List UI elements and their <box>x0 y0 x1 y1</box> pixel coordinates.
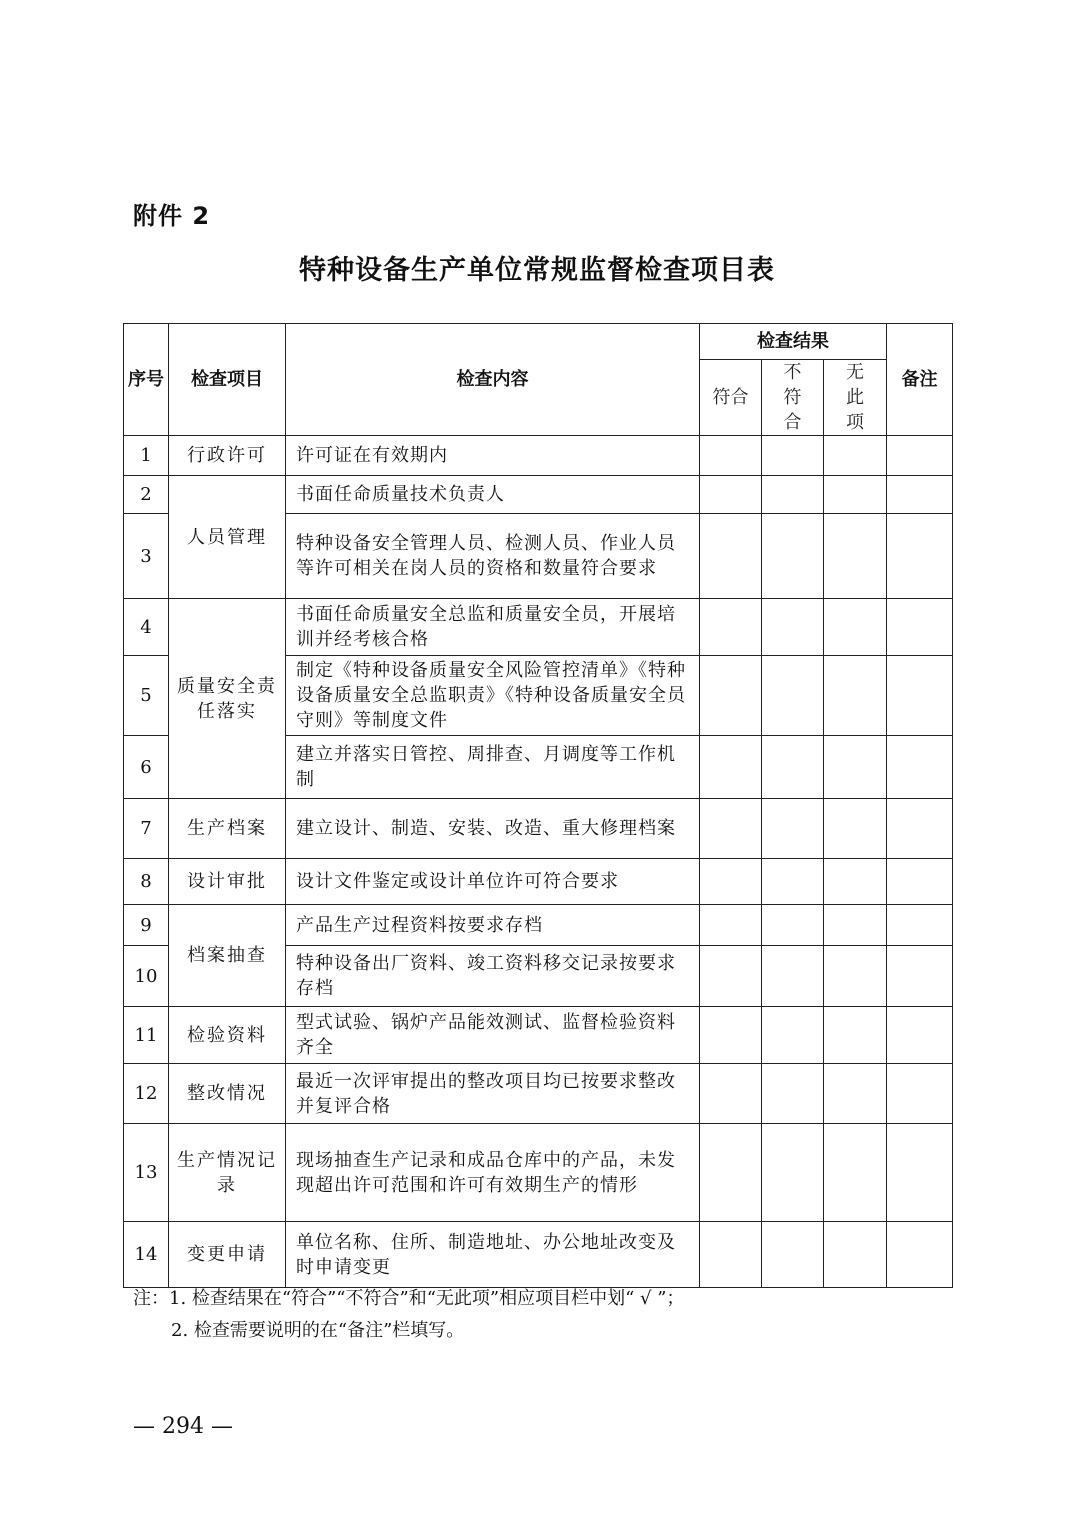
header-item: 检查项目 <box>169 324 286 436</box>
row-number: 1 <box>124 436 169 476</box>
remark-cell[interactable] <box>887 476 953 514</box>
check-item: 档案抽查 <box>169 905 286 1007</box>
check-content: 许可证在有效期内 <box>286 436 700 476</box>
na-cell[interactable] <box>824 599 887 656</box>
nonconform-cell[interactable] <box>762 1064 824 1124</box>
row-number: 11 <box>124 1007 169 1064</box>
remark-cell[interactable] <box>887 656 953 736</box>
na-cell[interactable] <box>824 514 887 599</box>
nonconform-cell[interactable] <box>762 476 824 514</box>
header-result: 检查结果 <box>700 324 887 360</box>
conform-cell[interactable] <box>700 799 762 859</box>
row-number: 13 <box>124 1124 169 1222</box>
conform-cell[interactable] <box>700 514 762 599</box>
table-row <box>124 905 953 946</box>
conform-cell[interactable] <box>700 656 762 736</box>
remark-cell[interactable] <box>887 599 953 656</box>
nonconform-cell[interactable] <box>762 1124 824 1222</box>
remark-cell[interactable] <box>887 1124 953 1222</box>
table-row <box>124 859 953 905</box>
document-title: 特种设备生产单位常规监督检查项目表 <box>299 255 775 286</box>
na-cell[interactable] <box>824 1222 887 1288</box>
na-cell[interactable] <box>824 736 887 799</box>
remark-cell[interactable] <box>887 1007 953 1064</box>
check-item: 质量安全责任落实 <box>169 599 286 799</box>
row-number: 4 <box>124 599 169 656</box>
header-content: 检查内容 <box>286 324 700 436</box>
header-remark: 备注 <box>887 324 953 436</box>
check-content: 单位名称、住所、制造地址、办公地址改变及时申请变更 <box>286 1222 700 1288</box>
na-cell[interactable] <box>824 1124 887 1222</box>
header-nonconform: 不符合 <box>762 360 824 436</box>
check-item: 生产档案 <box>169 799 286 859</box>
check-content: 制定《特种设备质量安全风险管控清单》《特种设备质量安全总监职责》《特种设备质量安全员守则》等制度文件 <box>286 656 700 736</box>
na-cell[interactable] <box>824 859 887 905</box>
conform-cell[interactable] <box>700 859 762 905</box>
row-number: 2 <box>124 476 169 514</box>
na-cell[interactable] <box>824 1064 887 1124</box>
check-content: 特种设备出厂资料、竣工资料移交记录按要求存档 <box>286 946 700 1007</box>
nonconform-cell[interactable] <box>762 859 824 905</box>
remark-cell[interactable] <box>887 905 953 946</box>
row-number: 9 <box>124 905 169 946</box>
check-item: 生产情况记录 <box>169 1124 286 1222</box>
inspection-table <box>123 323 953 1288</box>
conform-cell[interactable] <box>700 946 762 1007</box>
check-content: 最近一次评审提出的整改项目均已按要求整改并复评合格 <box>286 1064 700 1124</box>
na-cell[interactable] <box>824 946 887 1007</box>
nonconform-cell[interactable] <box>762 1007 824 1064</box>
conform-cell[interactable] <box>700 1064 762 1124</box>
note-line-2: 2. 检查需要说明的在“备注”栏填写。 <box>171 1320 465 1341</box>
nonconform-cell[interactable] <box>762 799 824 859</box>
nonconform-cell[interactable] <box>762 656 824 736</box>
check-item: 人员管理 <box>169 476 286 599</box>
table-row <box>124 1007 953 1064</box>
check-item: 设计审批 <box>169 859 286 905</box>
conform-cell[interactable] <box>700 1222 762 1288</box>
row-number: 7 <box>124 799 169 859</box>
check-item: 检验资料 <box>169 1007 286 1064</box>
row-number: 14 <box>124 1222 169 1288</box>
table-row <box>124 799 953 859</box>
check-content: 书面任命质量安全总监和质量安全员，开展培训并经考核合格 <box>286 599 700 656</box>
nonconform-cell[interactable] <box>762 946 824 1007</box>
check-content: 设计文件鉴定或设计单位许可符合要求 <box>286 859 700 905</box>
na-cell[interactable] <box>824 1007 887 1064</box>
conform-cell[interactable] <box>700 905 762 946</box>
conform-cell[interactable] <box>700 1124 762 1222</box>
row-number: 10 <box>124 946 169 1007</box>
nonconform-cell[interactable] <box>762 736 824 799</box>
header-na: 无此项 <box>824 360 887 436</box>
header-conform: 符合 <box>700 360 762 436</box>
row-number: 6 <box>124 736 169 799</box>
table-row <box>124 1222 953 1288</box>
check-content: 建立并落实日管控、周排查、月调度等工作机制 <box>286 736 700 799</box>
table-row <box>124 599 953 656</box>
na-cell[interactable] <box>824 656 887 736</box>
check-content: 产品生产过程资料按要求存档 <box>286 905 700 946</box>
check-content: 型式试验、锅炉产品能效测试、监督检验资料齐全 <box>286 1007 700 1064</box>
nonconform-cell[interactable] <box>762 599 824 656</box>
header-seq: 序号 <box>124 324 169 436</box>
page-number: — 294 — <box>133 1414 233 1439</box>
conform-cell[interactable] <box>700 476 762 514</box>
conform-cell[interactable] <box>700 436 762 476</box>
nonconform-cell[interactable] <box>762 514 824 599</box>
table-notes <box>133 1283 684 1347</box>
row-number: 3 <box>124 514 169 599</box>
nonconform-cell[interactable] <box>762 1222 824 1288</box>
attachment-label: 附件 2 <box>133 202 211 230</box>
na-cell[interactable] <box>824 436 887 476</box>
check-item: 整改情况 <box>169 1064 286 1124</box>
table-row <box>124 1064 953 1124</box>
remark-cell[interactable] <box>887 859 953 905</box>
remark-cell[interactable] <box>887 946 953 1007</box>
na-cell[interactable] <box>824 905 887 946</box>
row-number: 12 <box>124 1064 169 1124</box>
table-row <box>124 476 953 514</box>
remark-cell[interactable] <box>887 799 953 859</box>
check-item: 变更申请 <box>169 1222 286 1288</box>
check-content: 现场抽查生产记录和成品仓库中的产品，未发现超出许可范围和许可有效期生产的情形 <box>286 1124 700 1222</box>
table-row <box>124 1124 953 1222</box>
note-line-1: 注：1. 检查结果在“符合”“不符合”和“无此项”相应项目栏中划“ √ ”； <box>133 1288 685 1309</box>
table-row <box>124 436 953 476</box>
nonconform-cell[interactable] <box>762 905 824 946</box>
check-content: 特种设备安全管理人员、检测人员、作业人员等许可相关在岗人员的资格和数量符合要求 <box>286 514 700 599</box>
remark-cell[interactable] <box>887 736 953 799</box>
check-content: 书面任命质量技术负责人 <box>286 476 700 514</box>
remark-cell[interactable] <box>887 436 953 476</box>
na-cell[interactable] <box>824 799 887 859</box>
row-number: 8 <box>124 859 169 905</box>
check-item: 行政许可 <box>169 436 286 476</box>
remark-cell[interactable] <box>887 1064 953 1124</box>
check-content: 建立设计、制造、安装、改造、重大修理档案 <box>286 799 700 859</box>
conform-cell[interactable] <box>700 1007 762 1064</box>
conform-cell[interactable] <box>700 599 762 656</box>
row-number: 5 <box>124 656 169 736</box>
remark-cell[interactable] <box>887 514 953 599</box>
nonconform-cell[interactable] <box>762 436 824 476</box>
remark-cell[interactable] <box>887 1222 953 1288</box>
conform-cell[interactable] <box>700 736 762 799</box>
na-cell[interactable] <box>824 476 887 514</box>
